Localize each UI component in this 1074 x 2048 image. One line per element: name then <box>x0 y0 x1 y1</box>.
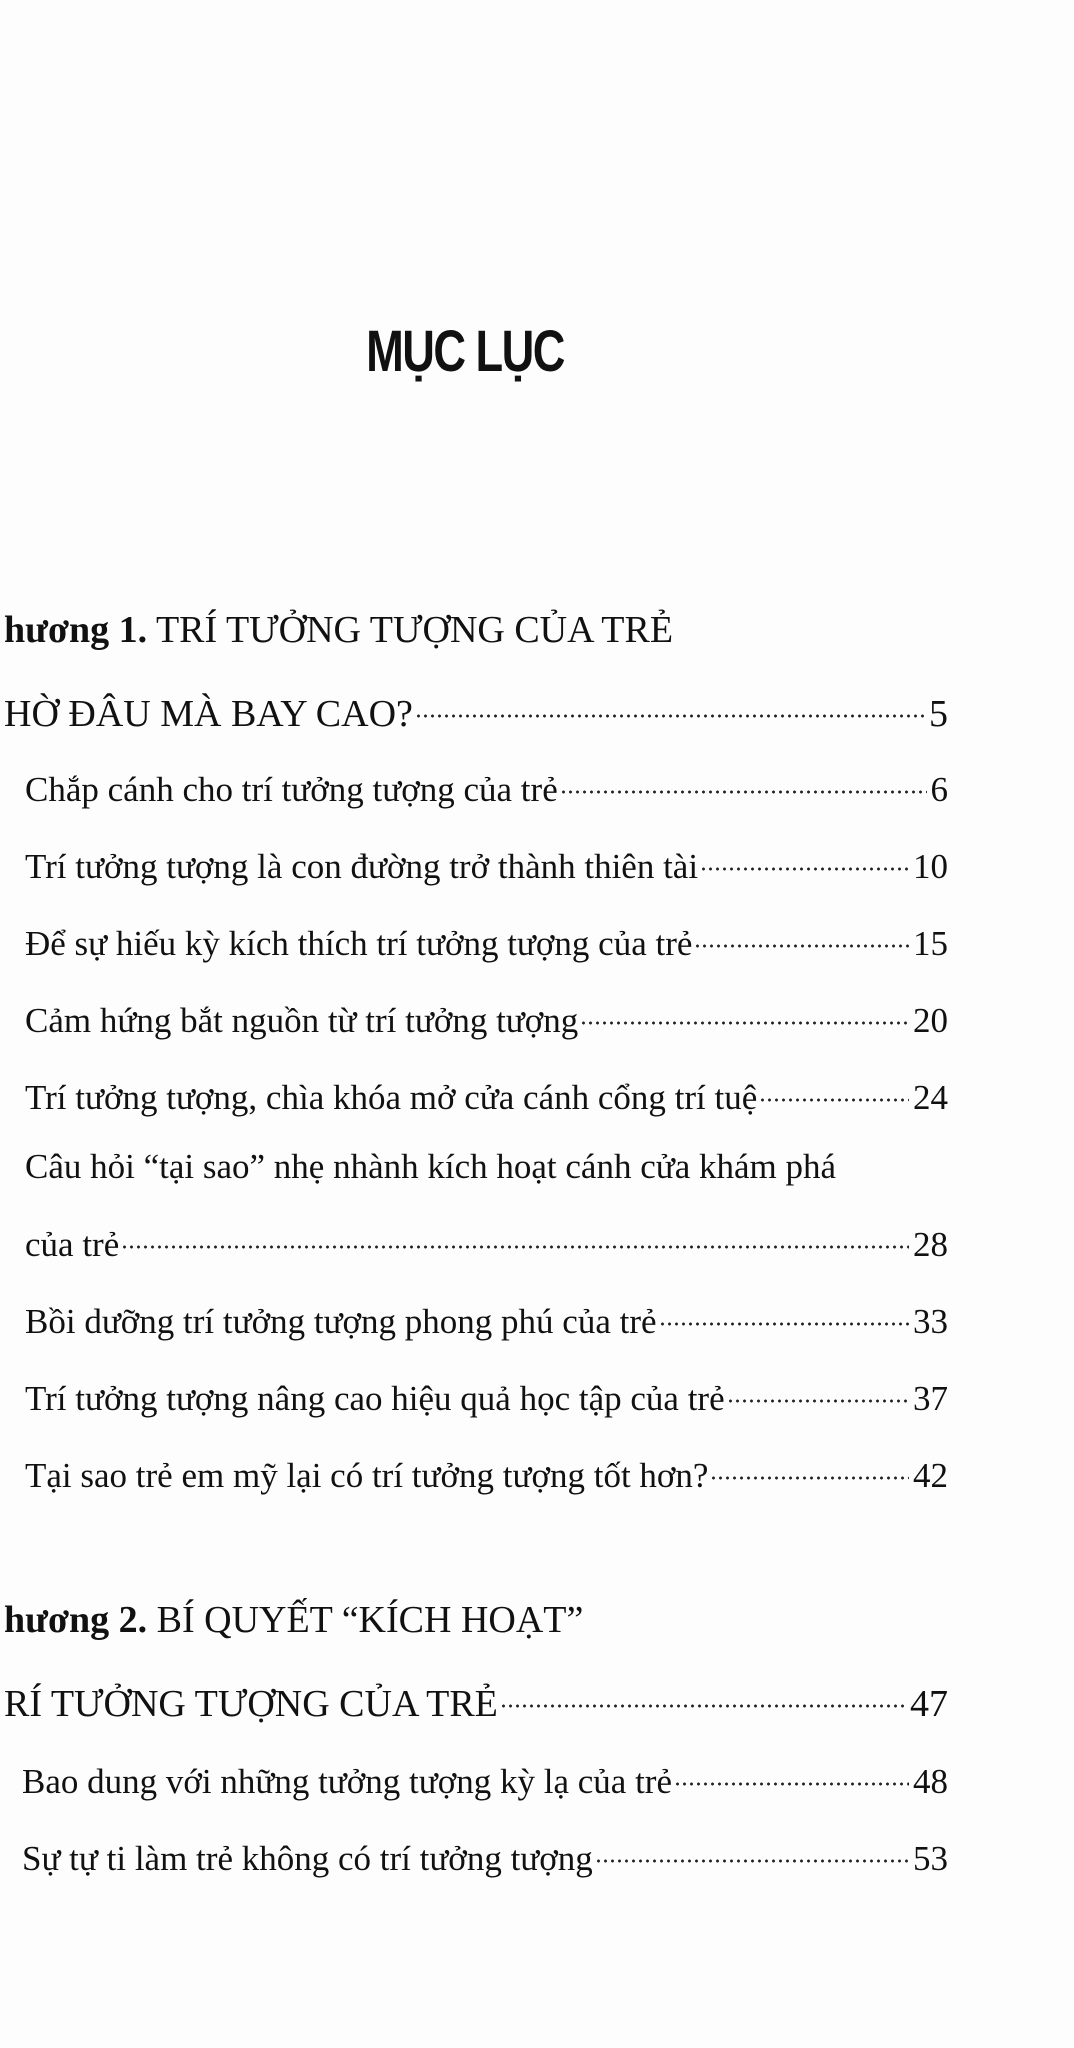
dot-leader <box>674 1754 909 1793</box>
dot-leader <box>415 684 925 726</box>
page-number: 15 <box>913 923 948 963</box>
page-number: 20 <box>913 1000 948 1040</box>
toc-entry <box>25 762 948 810</box>
chapter-2-title: BÍ QUYẾT “KÍCH HOẠT” <box>147 1599 584 1641</box>
page-number: 5 <box>929 692 948 735</box>
toc-entry-text: Để sự hiếu kỳ kích thích trí tưởng tượng của trẻ <box>25 923 693 963</box>
page-number: 10 <box>913 846 948 886</box>
dot-leader <box>659 1294 909 1333</box>
chapter-1-title: TRÍ TƯỞNG TƯỢNG CỦA TRẺ <box>147 609 674 651</box>
page-title: MỤC LỤC <box>366 319 564 384</box>
page-number: 48 <box>913 1761 948 1801</box>
dot-leader <box>500 1674 906 1716</box>
toc-entry <box>25 1371 948 1419</box>
toc-entry-text: Trí tưởng tượng nâng cao hiệu quả học tập của trẻ <box>25 1378 725 1418</box>
toc-entry-text: Bao dung với những tưởng tượng kỳ lạ của trẻ <box>22 1761 672 1801</box>
page-number: 53 <box>913 1838 948 1878</box>
page-number: 28 <box>913 1224 948 1264</box>
toc-entry-text: Sự tự ti làm trẻ không có trí tưởng tượng <box>22 1838 593 1878</box>
dot-leader <box>560 762 927 801</box>
toc-entry-text: Cảm hứng bắt nguồn từ trí tưởng tượng <box>25 1000 579 1040</box>
chapter-2-heading <box>4 1598 583 1642</box>
chapter-2-heading-line2 <box>4 1674 948 1726</box>
dot-leader <box>580 993 909 1032</box>
toc-entry-text: Tại sao trẻ em mỹ lại có trí tưởng tượng tốt hơn? <box>25 1455 709 1495</box>
chapter-2-label: hương 2. <box>4 1599 148 1641</box>
toc-entry <box>25 1294 948 1342</box>
dot-leader <box>700 839 909 878</box>
page-number: 6 <box>930 769 948 809</box>
chapter-1-heading <box>4 608 673 652</box>
toc-entry-text: Trí tưởng tượng là con đường trở thành thiên tài <box>25 846 699 886</box>
page-number: 47 <box>910 1682 948 1725</box>
page-number: 37 <box>913 1378 948 1418</box>
toc-entry-text: Bồi dưỡng trí tưởng tượng phong phú của trẻ <box>25 1301 657 1341</box>
dot-leader <box>710 1448 909 1487</box>
page-number: 33 <box>913 1301 948 1341</box>
chapter-1-heading-line2 <box>4 684 948 736</box>
toc-entry <box>25 1448 948 1496</box>
toc-entry <box>25 1070 948 1118</box>
toc-entry <box>22 1831 948 1879</box>
toc-entry-text: Trí tưởng tượng, chìa khóa mở cửa cánh cổng trí tuệ <box>25 1077 758 1117</box>
dot-leader <box>759 1070 909 1109</box>
page-number: 42 <box>913 1455 948 1495</box>
toc-entry-text: Chắp cánh cho trí tưởng tượng của trẻ <box>25 769 558 809</box>
chapter-1-label: hương 1. <box>4 609 148 651</box>
page-number: 24 <box>913 1077 948 1117</box>
toc-entry <box>22 1754 948 1802</box>
toc-entry <box>25 839 948 887</box>
toc-entry-line1 <box>25 1147 948 1187</box>
chapter-2-title-line2: RÍ TƯỞNG TƯỢNG CỦA TRẺ <box>4 1682 498 1725</box>
toc-entry-text: của trẻ <box>25 1224 120 1264</box>
toc-entry-text: Câu hỏi “tại sao” nhẹ nhành kích hoạt cánh cửa khám phá <box>25 1147 837 1186</box>
dot-leader <box>595 1831 909 1870</box>
dot-leader <box>121 1217 909 1256</box>
chapter-1-title-line2: HỜ ĐÂU MÀ BAY CAO? <box>4 692 413 735</box>
toc-entry <box>25 916 948 964</box>
toc-entry <box>25 993 948 1041</box>
dot-leader <box>694 916 909 955</box>
dot-leader <box>727 1371 909 1410</box>
toc-entry <box>25 1217 948 1265</box>
